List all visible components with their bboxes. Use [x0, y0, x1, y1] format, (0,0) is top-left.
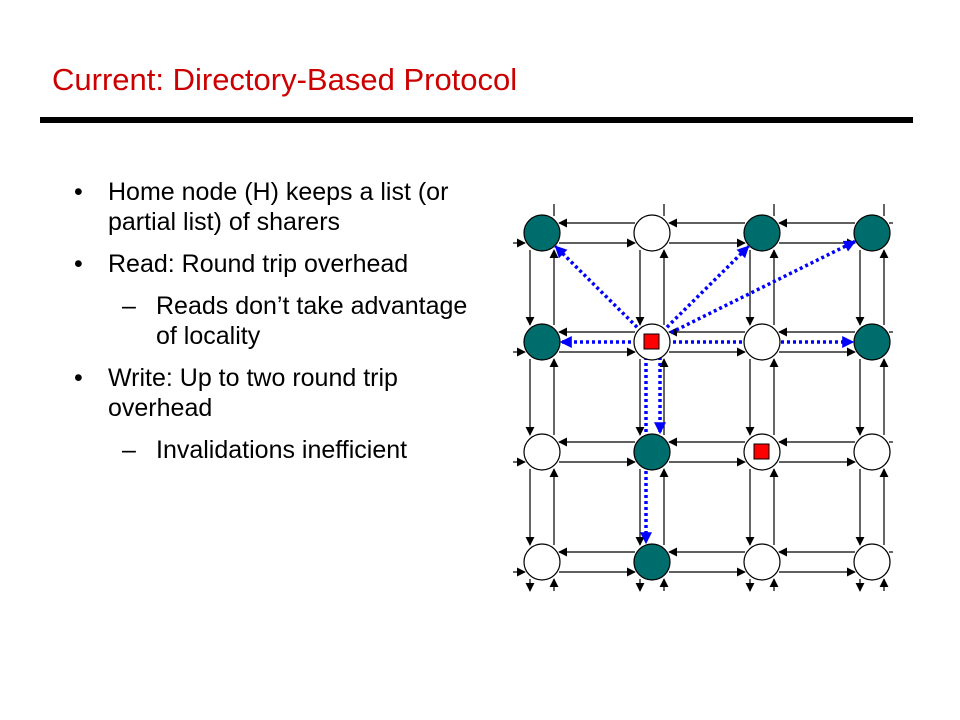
bullet-text: Read: Round trip overhead	[108, 250, 409, 278]
slide-title: Current: Directory-Based Protocol	[52, 62, 518, 97]
empty-node	[744, 544, 780, 580]
sharer-node	[634, 434, 670, 470]
sub-bullet-text: Reads don’t take advantage of locality	[156, 292, 468, 350]
sub-bullet-marker: –	[122, 292, 136, 320]
invalidation-message-arrow	[555, 246, 641, 331]
empty-node	[854, 434, 890, 470]
invalidation-message-arrow	[665, 241, 855, 335]
sharer-node	[634, 544, 670, 580]
bullet-text: Write: Up to two round trip overhead	[108, 364, 398, 422]
sharer-node	[854, 324, 890, 360]
sharer-node	[744, 215, 780, 251]
bullet-marker: •	[74, 178, 83, 206]
home-marker	[644, 334, 659, 349]
bullet-marker: •	[74, 364, 83, 392]
invalidation-messages	[555, 241, 854, 543]
sub-bullet-marker: –	[122, 436, 136, 464]
sharer-node	[854, 215, 890, 251]
empty-node	[524, 434, 560, 470]
empty-node	[524, 544, 560, 580]
mesh-links	[513, 204, 893, 591]
requester-marker	[754, 444, 769, 459]
empty-node	[634, 215, 670, 251]
sharer-node	[524, 215, 560, 251]
sub-bullet-text: Invalidations inefficient	[156, 436, 408, 464]
invalidation-message-arrow	[663, 246, 749, 331]
bullet-text: Home node (H) keeps a list (or partial list) of sharers	[108, 178, 449, 236]
empty-node	[744, 324, 780, 360]
mesh-nodes	[524, 215, 890, 580]
sharer-node	[524, 324, 560, 360]
bullet-marker: •	[74, 250, 83, 278]
empty-node	[854, 544, 890, 580]
